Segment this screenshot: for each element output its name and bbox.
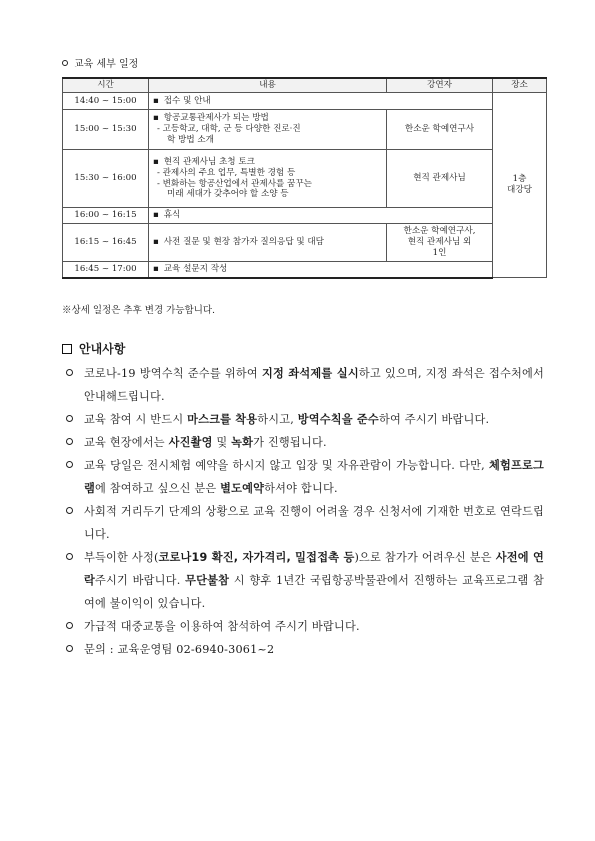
schedule-content	[149, 93, 493, 110]
notice-text	[84, 431, 544, 454]
schedule-time: 15:30 ~ 16:00	[63, 150, 149, 208]
notice-item	[66, 500, 544, 546]
schedule-time: 14:40 ~ 15:00	[63, 93, 149, 110]
notice-segment: 가급적 대중교통을 이용하여 참석하여 주시기 바랍니다.	[84, 620, 360, 633]
notice-emphasis: 코로나19 확진, 자가격리, 밀접접촉 등	[158, 551, 355, 564]
schedule-content	[149, 208, 493, 224]
circle-bullet-icon	[66, 622, 73, 629]
notice-segment: 에 참여하고 싶으신 분은	[95, 482, 221, 495]
checkbox-square-icon	[62, 344, 72, 354]
notice-emphasis: 별도예약	[220, 482, 265, 495]
schedule-content	[149, 110, 387, 150]
square-bullet-icon: ▪	[153, 113, 159, 124]
notice-segment: 교육 참여 시 반드시	[84, 413, 188, 426]
notice-item	[66, 546, 544, 615]
notice-segment: 문의 : 교육운영팀 02-6940-3061~2	[84, 643, 275, 656]
square-bullet-icon: ▪	[153, 210, 159, 221]
notice-emphasis: 무단불참	[185, 574, 230, 587]
schedule-content	[149, 150, 387, 208]
notice-emphasis: 사전에 연락	[84, 551, 544, 587]
schedule-header-row	[63, 78, 547, 93]
notice-segment: 및	[212, 436, 232, 449]
circle-bullet-icon	[66, 553, 73, 560]
notice-item	[66, 615, 544, 638]
notice-item	[66, 454, 544, 500]
schedule-content-line	[153, 264, 488, 275]
notice-text	[84, 408, 544, 431]
notice-heading-text: 안내사항	[79, 342, 126, 356]
notice-item	[66, 362, 544, 408]
schedule-time: 16:45 ~ 17:00	[63, 262, 149, 278]
schedule-time: 16:15 ~ 16:45	[63, 224, 149, 262]
schedule-place: 1층 대강당	[493, 93, 547, 278]
header-place: 장소	[493, 78, 547, 93]
schedule-table	[62, 77, 547, 279]
schedule-speaker: 한소운 학예연구사, 현직 관제사님 외 1인	[387, 224, 493, 262]
header-time: 시간	[63, 78, 149, 93]
square-bullet-icon: ▪	[153, 95, 159, 106]
square-bullet-icon: ▪	[153, 237, 159, 248]
schedule-content-line	[153, 96, 488, 107]
schedule-content	[149, 224, 387, 262]
notice-segment: 주시기 바랍니다.	[95, 574, 186, 587]
notice-text	[84, 362, 544, 408]
schedule-content-text: 현직 관제사님 초청 토크	[163, 157, 255, 168]
schedule-content-text: 사전 질문 및 현장 참가자 질의응답 및 대담	[163, 237, 324, 248]
notice-emphasis: 지정 좌석제를 실시	[261, 367, 359, 380]
notice-text	[84, 615, 544, 638]
notice-segment: 사회적 거리두기 단계의 상황으로 교육 진행이 어려울 경우 신청서에 기재한 번호로 연락드립니다.	[84, 505, 544, 541]
schedule-speaker: 현직 관제사님	[387, 150, 493, 208]
notice-emphasis: 마스크를 착용	[187, 413, 258, 426]
schedule-content-line	[153, 210, 488, 221]
notice-segment: 가 진행됩니다.	[253, 436, 327, 449]
schedule-content-line	[153, 179, 382, 190]
notice-segment: 교육 현장에서는	[84, 436, 169, 449]
circle-bullet-icon	[66, 438, 73, 445]
schedule-time: 16:00 ~ 16:15	[63, 208, 149, 224]
circle-bullet-icon	[62, 60, 68, 66]
schedule-heading-text: 교육 세부 일정	[74, 59, 139, 70]
circle-bullet-icon	[66, 461, 73, 468]
schedule-content-text: - 고등학교, 대학, 군 등 다양한 진로·진	[157, 124, 301, 135]
schedule-content-line	[153, 237, 382, 248]
schedule-content-text: - 변화하는 항공산업에서 관제사를 꿈꾸는	[157, 178, 312, 189]
schedule-content-text: 휴식	[163, 210, 181, 221]
schedule-content-line	[153, 135, 382, 146]
notice-emphasis: 방역수칙을 준수	[297, 413, 379, 426]
schedule-content-line	[153, 124, 382, 135]
notice-text	[84, 546, 544, 615]
notice-segment: 하셔야 합니다.	[264, 482, 338, 495]
notice-heading	[62, 340, 125, 357]
notice-segment: 하여 주시기 바랍니다.	[378, 413, 490, 426]
circle-bullet-icon	[66, 369, 73, 376]
notice-segment: 부득이한 사정(	[84, 551, 159, 564]
schedule-content	[149, 262, 493, 278]
schedule-body	[63, 93, 547, 278]
schedule-heading	[62, 55, 138, 70]
schedule-content-text: 미래 세대가 갖추어야 할 소양 등	[167, 189, 289, 200]
schedule-row	[63, 262, 547, 278]
circle-bullet-icon	[66, 415, 73, 422]
schedule-content-line	[153, 157, 382, 168]
notice-segment: 교육 당일은 전시체험 예약을 하시지 않고 입장 및 자유관람이 가능합니다. 다만,	[84, 459, 489, 472]
notice-segment: )으로 참가가 어려우신 분은	[354, 551, 496, 564]
notice-segment: 하고 있으며, 지정 좌석은 접수처에서 안내해드립니다.	[84, 367, 544, 403]
schedule-content-text: 학 방법 소개	[167, 134, 214, 145]
schedule-content-line	[153, 168, 382, 179]
notice-segment: 하시고,	[257, 413, 298, 426]
schedule-content-text: 접수 및 안내	[163, 95, 211, 106]
schedule-note: ※상세 일정은 추후 변경 가능합니다.	[62, 305, 216, 316]
schedule-row	[63, 93, 547, 110]
schedule-row	[63, 110, 547, 150]
schedule-row	[63, 224, 547, 262]
notice-text	[84, 638, 544, 661]
notice-item	[66, 431, 544, 454]
circle-bullet-icon	[66, 645, 73, 652]
schedule-speaker: 한소운 학예연구사	[387, 110, 493, 150]
square-bullet-icon: ▪	[153, 157, 159, 168]
notice-list	[66, 362, 544, 661]
schedule-content-line	[153, 189, 382, 200]
notice-emphasis: 사진촬영	[168, 436, 213, 449]
notice-item	[66, 638, 544, 661]
schedule-time: 15:00 ~ 15:30	[63, 110, 149, 150]
notice-emphasis: 녹화	[231, 436, 254, 449]
notice-segment: 시 향후 1년간 국립항공박물관에서 진행하는 교육프로그램 참여에 불이익이 있습니다.	[84, 574, 544, 610]
circle-bullet-icon	[66, 507, 73, 514]
schedule-content-text: 항공교통관제사가 되는 방법	[163, 113, 269, 124]
square-bullet-icon: ▪	[153, 264, 159, 274]
notice-segment: 코로나-19 방역수칙 준수를 위하여	[84, 367, 262, 380]
schedule-content-text: - 관제사의 주요 업무, 특별한 경험 등	[157, 167, 296, 178]
notice-emphasis: 체험프로그램	[84, 459, 544, 495]
schedule-content-line	[153, 113, 382, 124]
schedule-row	[63, 208, 547, 224]
notice-text	[84, 500, 544, 546]
header-content: 내용	[149, 78, 387, 93]
header-speaker: 강연자	[387, 78, 493, 93]
notice-item	[66, 408, 544, 431]
notice-text	[84, 454, 544, 500]
schedule-content-text: 교육 설문지 작성	[163, 264, 228, 274]
schedule-row	[63, 150, 547, 208]
